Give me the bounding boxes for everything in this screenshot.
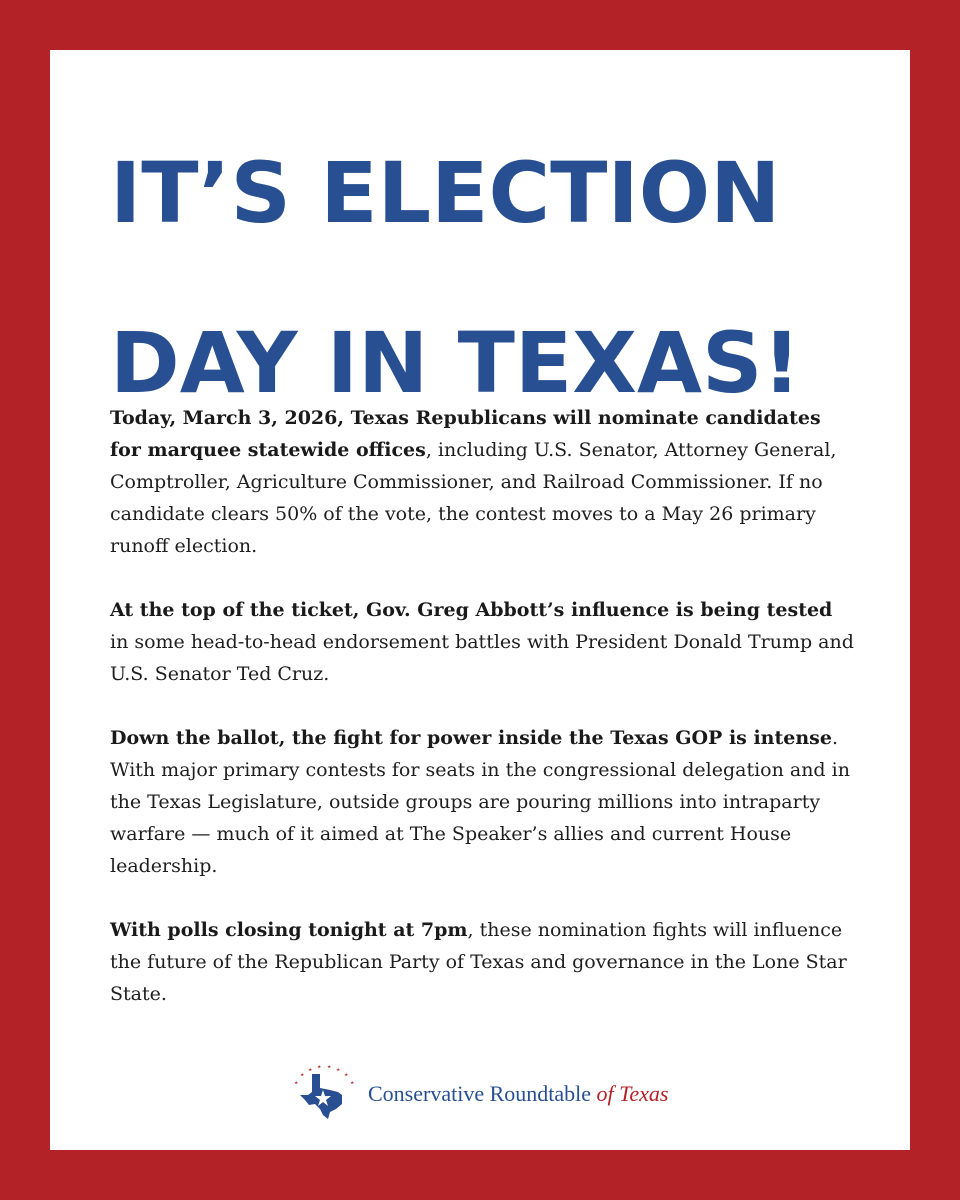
logo-main-text: Conservative Roundtable [368, 1081, 597, 1106]
texas-map-star-icon [290, 1062, 360, 1120]
body-text [110, 402, 855, 1042]
paragraph-3 [110, 722, 855, 882]
paragraph-2-text: in some head-to-head endorsement battles with President Donald Trump and U.S. Senator Ted Cruz. [110, 631, 854, 685]
paragraph-3-text: . With major primary contests for seats in the congressional delegation and in the Texas Legislature, outside groups are pouring millions into intraparty warfare — much of it aimed at The Speaker’s allies and current House leadership. [110, 727, 850, 877]
headline-line-1: IT’S ELECTION [110, 144, 781, 242]
paragraph-4 [110, 914, 855, 1010]
paragraph-1-text: , including U.S. Senator, Attorney General, Comptroller, Agriculture Commissioner, and Railroad Commissioner. If no candidate clears 50% of the vote, the contest moves to a May 26 primary runoff election. [110, 439, 837, 557]
headline [110, 108, 870, 448]
logo-text [368, 1075, 668, 1107]
organization-logo [290, 1060, 668, 1122]
paragraph-1-bold: Today, March 3, 2026, Texas Republicans will nominate candidates for marquee statewide offices [110, 407, 821, 461]
paragraph-1 [110, 402, 855, 562]
paragraph-2 [110, 594, 855, 690]
paragraph-4-bold: With polls closing tonight at 7pm [110, 919, 468, 941]
paragraph-3-bold: Down the ballot, the fight for power inside the Texas GOP is intense [110, 727, 832, 749]
logo-tail-text: of Texas [596, 1081, 669, 1106]
content-card [50, 50, 910, 1150]
paragraph-4-text: , these nomination fights will influence the future of the Republican Party of Texas and governance in the Lone Star State. [110, 919, 847, 1005]
paragraph-2-bold: At the top of the ticket, Gov. Greg Abbott’s influence is being tested [110, 599, 833, 621]
headline-line-2: DAY IN TEXAS! [110, 314, 801, 412]
